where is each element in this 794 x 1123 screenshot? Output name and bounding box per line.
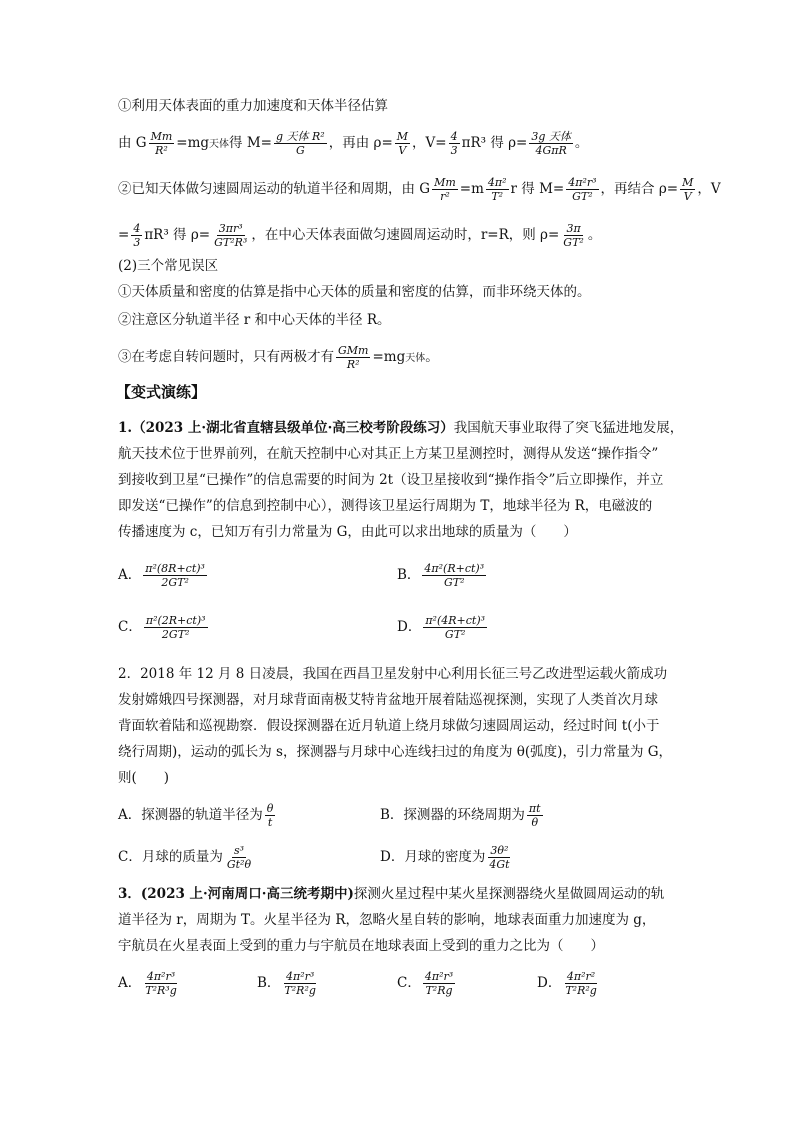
q1-option-b[interactable] <box>397 562 488 589</box>
fraction <box>680 176 695 203</box>
q1-line-2: 航天技术位于世界前列，在航天控制中心对其正上方某卫星测控时，测得从发送“操作指令” <box>118 446 659 462</box>
fraction <box>527 802 543 829</box>
denominator: GT² <box>444 576 465 589</box>
numerator: πt <box>528 802 541 815</box>
numerator: 4π²r³ <box>424 970 454 983</box>
numerator: GMm <box>338 344 369 357</box>
numerator: π²(4R+ct)³ <box>425 614 486 627</box>
denominator: 3 <box>450 144 458 157</box>
summary-item-1-title: ①利用天体表面的重力加速度和天体半径估算 <box>118 98 388 114</box>
denominator: GT² <box>572 190 593 203</box>
denominator: T²Rg <box>425 984 453 997</box>
text: ，V <box>697 181 721 197</box>
fraction <box>265 802 276 829</box>
q1-line-1 <box>118 418 683 438</box>
denominator: Gt²θ <box>226 858 252 871</box>
text: =m <box>459 181 484 197</box>
text: ，再结合 ρ= <box>600 181 679 197</box>
option-label: B． <box>257 975 281 991</box>
text: 。 <box>574 135 589 151</box>
text: r 得 M= <box>510 181 565 197</box>
fraction <box>449 130 460 157</box>
numerator: 4π²r³ <box>146 970 176 983</box>
q1-line-4: 即发送“已操作”的信息到控制中心），测得该卫星运行周期为 T，地球半径为 R，电磁波的 <box>118 498 653 514</box>
q2-line-2: 发射嫦娥四号探测器，对月球背面南极艾特肯盆地开展着陆巡视探测，实现了人类首次月球 <box>118 692 658 708</box>
denominator: G <box>295 144 305 157</box>
fraction <box>336 344 370 371</box>
denominator: GT² <box>563 236 584 249</box>
fraction <box>282 970 317 997</box>
fraction <box>486 176 509 203</box>
q2-line-1: 2．2018 年 12 月 8 日凌晨，我国在西昌卫星发射中心利用长征三号乙改进型运载火箭成功 <box>118 666 668 682</box>
summary-item-2-line-1 <box>118 176 721 203</box>
fraction <box>144 614 208 641</box>
fraction <box>143 970 178 997</box>
numerator: θ <box>266 802 274 815</box>
fraction <box>423 970 455 997</box>
q1-line-3: 到接收到卫星“已操作”的信息需要的时间为 2t（设卫星接收到“操作指令”后立即操作，并立 <box>118 472 664 488</box>
numerator: 4π² <box>487 176 507 189</box>
denominator: R² <box>346 358 360 371</box>
fraction <box>423 614 487 641</box>
numerator: 4 <box>133 222 141 235</box>
numerator: 4 <box>450 130 458 143</box>
q1-option-a[interactable] <box>118 562 209 589</box>
fraction <box>487 844 511 871</box>
numerator: M <box>682 176 694 189</box>
subscript: 天体 <box>405 353 426 364</box>
fraction <box>432 176 458 203</box>
numerator: 4π²r³ <box>286 970 315 983</box>
text: πR³ 得 ρ= <box>461 135 528 151</box>
summary-item-1-formula <box>118 130 588 157</box>
numerator: Mm <box>434 176 456 189</box>
q2-line-4: 绕行周期)，运动的弧长为 s，探测器与月球中心连线扫过的角度为 θ(弧度)，引力常量为 G， <box>118 744 673 760</box>
fraction <box>529 130 573 157</box>
misconception-1: ①天体质量和密度的估算是指中心天体的质量和密度的估算，而非环绕天体的。 <box>118 284 591 300</box>
numerator: 3g 天体 <box>531 130 571 143</box>
fraction <box>212 222 249 249</box>
option-label: D．月球的密度为 <box>380 849 486 865</box>
text: 由 G <box>118 135 147 151</box>
misconceptions-title: (2)三个常见误区 <box>118 258 219 274</box>
denominator: r² <box>440 190 450 203</box>
fraction <box>225 844 253 871</box>
denominator: t <box>267 816 273 829</box>
text: ，再由 ρ= <box>328 135 393 151</box>
numerator: g 天体 R² <box>275 130 325 143</box>
option-label: B． <box>397 567 421 583</box>
text: ②已知天体做匀速圆周运动的轨道半径和周期，由 G <box>118 181 431 197</box>
fraction <box>274 130 327 157</box>
text: πR³ 得 ρ= <box>144 227 211 243</box>
text: 我国航天事业取得了突飞猛进地发展， <box>453 420 684 436</box>
denominator: T²R²g <box>284 984 316 997</box>
denominator: 4Gt <box>489 858 510 871</box>
text: =mg <box>176 135 210 151</box>
option-label: C． <box>397 975 421 991</box>
option-label: A． <box>118 975 142 991</box>
q3-option-a[interactable] <box>118 970 181 997</box>
option-label: A． <box>118 567 142 583</box>
q3-source: 3．(2023 上·河南周口·高三统考期中) <box>118 886 354 902</box>
denominator: V <box>398 144 407 157</box>
denominator: R² <box>155 144 168 157</box>
summary-item-2-line-2 <box>118 222 601 249</box>
numerator: 3π <box>566 222 581 235</box>
q2-option-d[interactable] <box>380 844 514 871</box>
subscript: 天体 <box>209 139 230 150</box>
text: 。 <box>587 227 602 243</box>
q3-option-d[interactable] <box>537 970 601 997</box>
numerator: s³ <box>233 844 244 857</box>
text: = <box>118 227 130 243</box>
q3-line-3: 宇航员在火星表面上受到的重力与宇航员在地球表面上受到的重力之比为（ ） <box>118 938 604 954</box>
q3-option-c[interactable] <box>397 970 457 997</box>
q2-line-3: 背面软着陆和巡视勘察．假设探测器在近月轨道上绕月球做匀速圆周运动，经过时间 t(小于 <box>118 718 660 734</box>
numerator: π²(2R+ct)³ <box>145 614 206 627</box>
denominator: V <box>683 190 692 203</box>
option-label: C．月球的质量为 <box>118 849 223 865</box>
fraction <box>149 130 175 157</box>
numerator: 3θ² <box>490 844 509 857</box>
text: ，在中心天体表面做匀速圆周运动时，r=R，则 ρ= <box>251 227 560 243</box>
text: =mg <box>372 349 406 365</box>
option-label: A．探测器的轨道半径为 <box>118 807 263 823</box>
q2-line-5: 则( ) <box>118 770 170 786</box>
fraction <box>395 130 410 157</box>
fraction <box>143 562 207 589</box>
option-label: D． <box>537 975 562 991</box>
misconception-2: ②注意区分轨道半径 r 和中心天体的半径 R。 <box>118 312 391 328</box>
numerator: 4π²r³ <box>568 176 597 189</box>
numerator: 4π²r² <box>566 970 596 983</box>
option-label: B．探测器的环绕周期为 <box>380 807 525 823</box>
q3-line-1 <box>118 884 664 904</box>
q1-source: 1.（2023 上·湖北省直辖县级单位·高三校考阶段练习） <box>118 420 454 436</box>
denominator: T²R³g <box>145 984 177 997</box>
denominator: GT² <box>444 628 466 641</box>
numerator: 4π²(R+ct)³ <box>424 562 485 575</box>
option-label: C． <box>118 619 142 635</box>
numerator: M <box>396 130 409 143</box>
misconception-3 <box>118 344 439 371</box>
fraction <box>422 562 486 589</box>
q1-option-c[interactable] <box>118 614 210 641</box>
text: 探测火星过程中某火星探测器绕火星做圆周运动的轨 <box>353 886 665 902</box>
numerator: Mm <box>150 130 173 143</box>
denominator: 4GπR <box>535 144 567 157</box>
numerator: π²(8R+ct)³ <box>145 562 205 575</box>
text: ③在考虑自转问题时，只有两极才有 <box>118 349 334 365</box>
text: 。 <box>425 349 439 365</box>
q2-option-a[interactable] <box>118 802 277 829</box>
option-label: D． <box>397 619 422 635</box>
text: ，V= <box>412 135 447 151</box>
section-heading: 【变式演练】 <box>116 383 207 401</box>
fraction <box>563 970 598 997</box>
denominator: T² <box>491 190 504 203</box>
q3-option-b[interactable] <box>257 970 320 997</box>
q1-line-5: 传播速度为 c，已知万有引力常量为 G，由此可以求出地球的质量为（ ） <box>118 524 577 540</box>
fraction <box>131 222 142 249</box>
denominator: 2GT² <box>161 628 190 641</box>
numerator: 3πr³ <box>218 222 243 235</box>
denominator: 2GT² <box>161 576 189 589</box>
q3-line-2: 道半径为 r，周期为 T。火星半径为 R，忽略火星自转的影响，地球表面重力加速度为 g， <box>118 912 656 928</box>
q2-option-c[interactable] <box>118 844 255 871</box>
fraction <box>566 176 598 203</box>
text: 得 M= <box>229 135 272 151</box>
denominator: 3 <box>133 236 141 249</box>
denominator: GT²R³ <box>214 236 248 249</box>
denominator: θ <box>531 816 539 829</box>
q2-option-b[interactable] <box>380 802 545 829</box>
fraction <box>561 222 586 249</box>
q1-option-d[interactable] <box>397 614 489 641</box>
denominator: T²R²g <box>565 984 597 997</box>
